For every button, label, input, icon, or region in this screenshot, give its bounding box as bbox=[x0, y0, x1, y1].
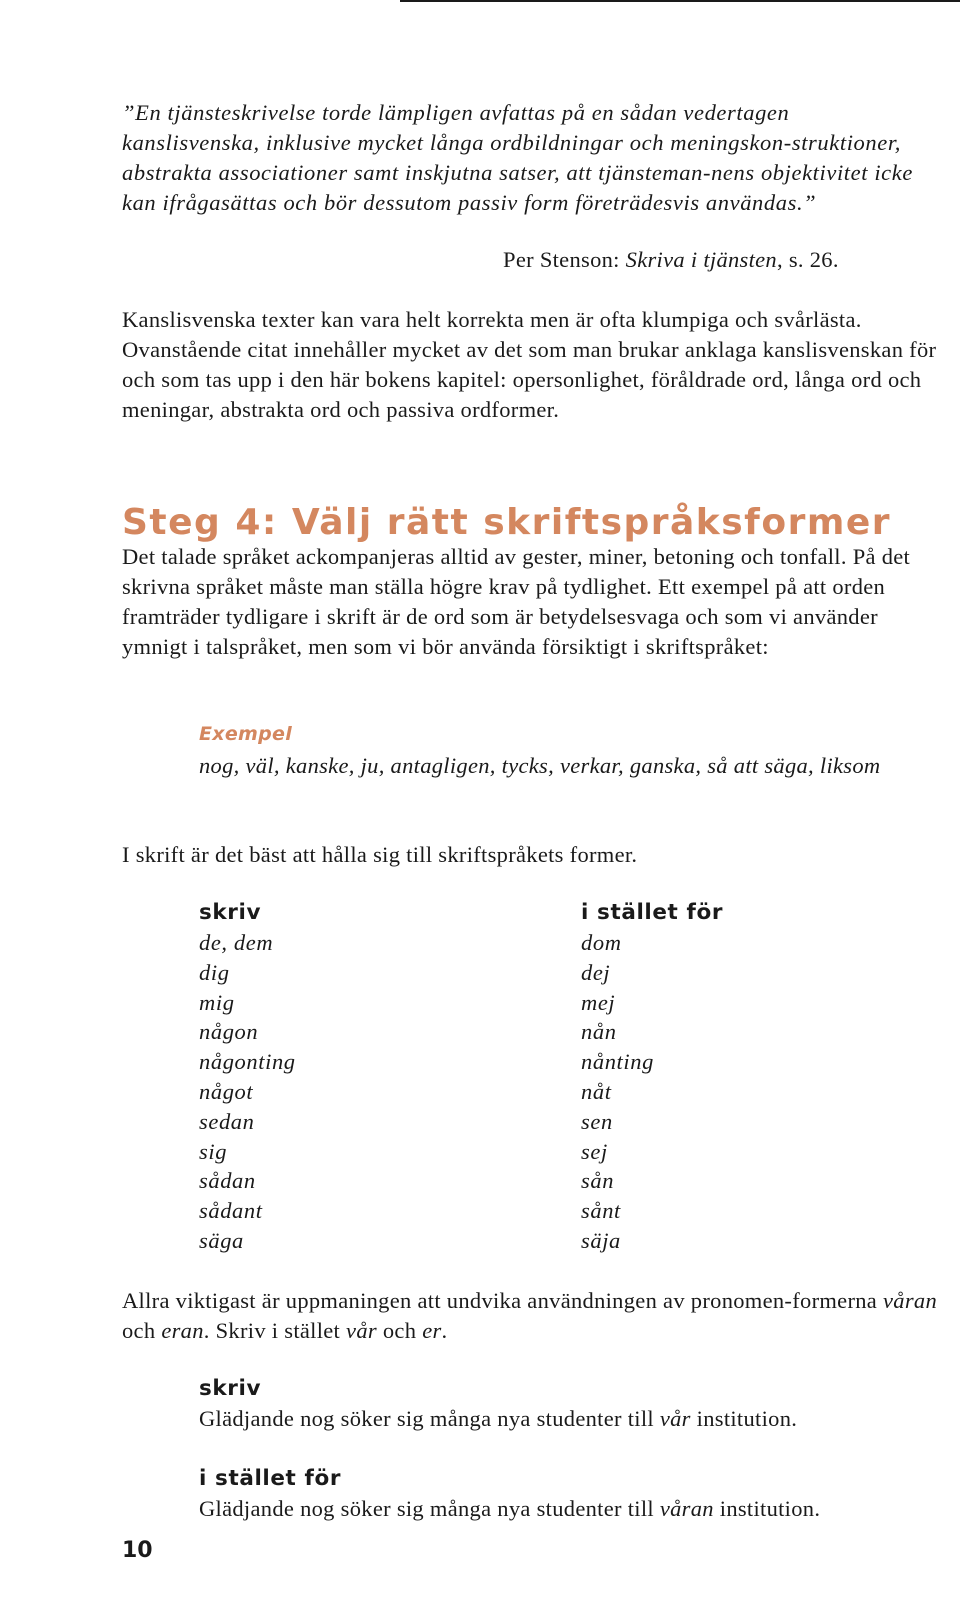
p4-text: Allra viktigast är uppmaningen att undvika användningen av pronomen-formerna bbox=[122, 1288, 884, 1313]
write-column-header: skriv bbox=[199, 900, 262, 925]
quote-author: Per Stenson: bbox=[503, 247, 626, 272]
quote-source-title: Skriva i tjänsten bbox=[625, 247, 777, 272]
instead-word: nånting bbox=[581, 1049, 654, 1075]
instead-word: dom bbox=[581, 930, 622, 955]
write-column bbox=[199, 898, 296, 1256]
sentence-word: våran bbox=[659, 1496, 714, 1521]
write-word: någon bbox=[199, 1019, 259, 1045]
instead-word: säja bbox=[581, 1227, 621, 1253]
instead-word: sånt bbox=[581, 1198, 621, 1224]
p4-word: vår bbox=[346, 1318, 377, 1343]
sentence-text: Glädjande nog söker sig många nya studenter till bbox=[199, 1406, 660, 1431]
example-instead-block bbox=[199, 1464, 939, 1524]
quote-page-ref: , s. 26. bbox=[776, 247, 839, 272]
instead-word: sen bbox=[581, 1108, 613, 1134]
example-write-sentence bbox=[199, 1404, 939, 1434]
instead-word: nåt bbox=[581, 1078, 612, 1104]
quote-text: ”En tjänsteskrivelse torde lämpligen avfattas på en sådan vedertagen kanslisvenska, inklusive mycket långa ordbildningar och meningskon-struktioner, abstrakta associationer samt inskjutna satser, att tjänsteman-nens objektivitet icke kan ifrågasättas och bör dessutom passiv form företrädesvis användas.” bbox=[122, 100, 913, 215]
instead-word: dej bbox=[581, 959, 611, 985]
sentence-text: institution. bbox=[713, 1496, 821, 1521]
write-word: de, dem bbox=[199, 930, 274, 955]
write-word: sådant bbox=[199, 1198, 263, 1224]
example-write-block bbox=[199, 1374, 939, 1434]
sentence-text: Glädjande nog söker sig många nya studenter till bbox=[199, 1496, 660, 1521]
p4-word: er bbox=[422, 1318, 442, 1343]
example-write-label: skriv bbox=[199, 1376, 262, 1401]
write-word: dig bbox=[199, 959, 230, 985]
sentence-word: vår bbox=[659, 1406, 691, 1431]
instead-word: sej bbox=[581, 1138, 608, 1164]
page-number: 10 bbox=[122, 1538, 153, 1563]
paragraph-skriftsprakets-former: I skrift är det bäst att hålla sig till skriftspråkets former. bbox=[122, 842, 638, 867]
paragraph-pronomenformer bbox=[122, 1286, 937, 1346]
example-instead-sentence bbox=[199, 1494, 939, 1524]
p4-text: och bbox=[376, 1318, 423, 1343]
paragraph-talat-sprak: Det talade språket ackompanjeras alltid av gester, miner, betoning och tonfall. På det skrivna språket måste man ställa högre krav på tydlighet. Ett exempel på att orden framträder tydligare i skrift är de ord som är betydelsesvaga och som vi använder ymnigt i talspråket, men som vi bör använda försiktigt i skriftspråket: bbox=[122, 544, 911, 659]
quote-attribution bbox=[503, 245, 839, 275]
top-rule bbox=[400, 0, 960, 2]
instead-word: sån bbox=[581, 1168, 615, 1194]
write-word: sådan bbox=[199, 1168, 256, 1194]
instead-column-header: i stället för bbox=[581, 900, 724, 925]
paragraph-kanslisvenska: Kanslisvenska texter kan vara helt korrekta men är ofta klumpiga och svårlästa. Ovanstående citat innehåller mycket av det som man brukar anklaga kanslisvenskan för och som tas upp i den här bokens kapitel: opersonlighet, föråldrade ord, långa ord och meningar, abstrakta ord och passiva ordformer. bbox=[122, 307, 937, 422]
instead-word: mej bbox=[581, 989, 616, 1015]
example-instead-label: i stället för bbox=[199, 1466, 342, 1491]
p4-text: . bbox=[441, 1318, 448, 1343]
p4-word: våran bbox=[883, 1288, 938, 1313]
write-word: mig bbox=[199, 989, 235, 1015]
write-word: något bbox=[199, 1078, 254, 1104]
write-word: någonting bbox=[199, 1049, 296, 1075]
write-word: sedan bbox=[199, 1108, 255, 1134]
example-words: nog, väl, kanske, ju, antagligen, tycks, verkar, ganska, så att säga, liksom bbox=[199, 753, 881, 778]
instead-word: nån bbox=[581, 1019, 617, 1045]
p4-text: . Skriv i stället bbox=[203, 1318, 347, 1343]
section-heading: Steg 4: Välj rätt skriftspråksformer bbox=[122, 502, 892, 543]
sentence-text: institution. bbox=[690, 1406, 798, 1431]
write-word: säga bbox=[199, 1227, 244, 1253]
example-label: Exempel bbox=[199, 723, 293, 745]
write-word: sig bbox=[199, 1138, 228, 1164]
p4-text: och bbox=[122, 1318, 162, 1343]
instead-column bbox=[581, 898, 723, 1256]
p4-word: eran bbox=[161, 1318, 204, 1343]
